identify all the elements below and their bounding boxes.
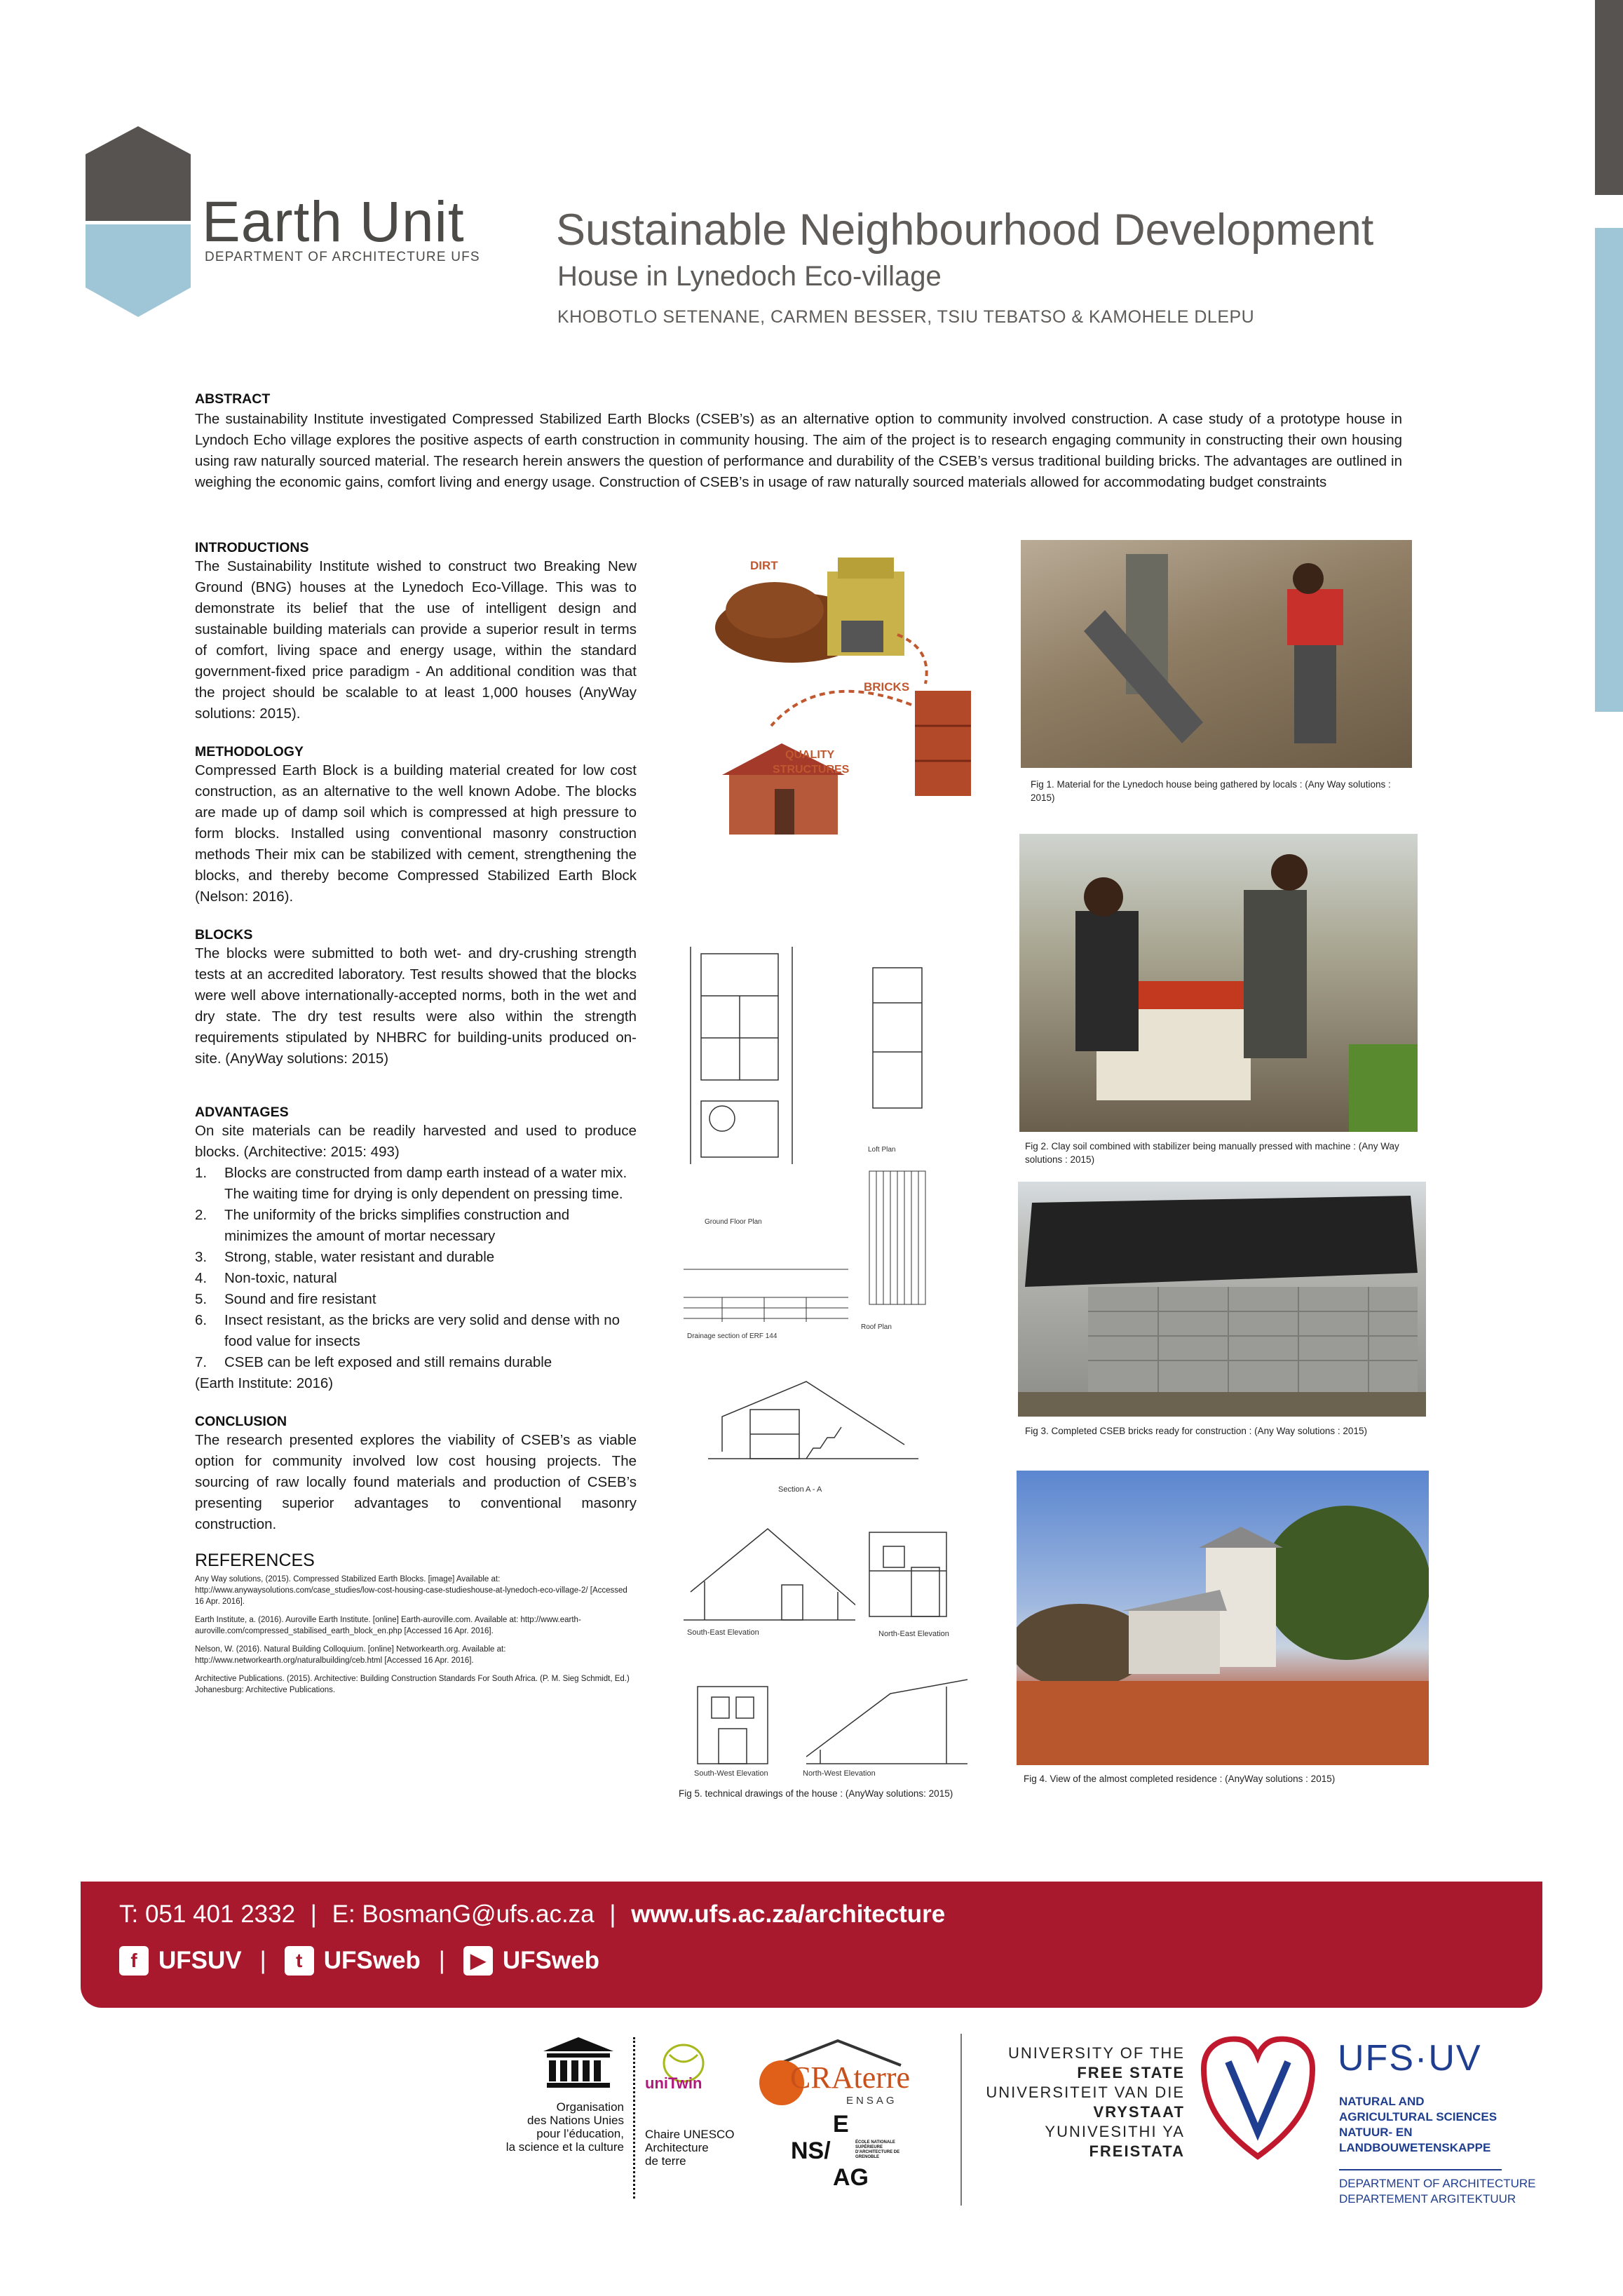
ensag-letter: AG <box>833 2164 869 2191</box>
department-line: DEPARTEMENT ARGITEKTUUR <box>1339 2192 1516 2206</box>
ufs-uv-title: UFS·UV <box>1338 2038 1482 2079</box>
fig3-photo-art <box>1018 1182 1426 1417</box>
ensag-letter: NS/ <box>791 2138 831 2164</box>
se-elevation-drawing <box>684 1515 873 1627</box>
nw-elevation-drawing <box>806 1673 967 1767</box>
list-item: 5. Sound and fire resistant <box>195 1291 376 1307</box>
methodology-heading: METHODOLOGY <box>195 744 304 759</box>
unesco-line: pour l’éducation, <box>536 2127 624 2140</box>
unitwin-logo <box>645 2041 722 2097</box>
unesco-line: Organisation <box>556 2100 624 2114</box>
footer-website-link[interactable]: www.ufs.ac.za/architecture <box>631 1900 946 1928</box>
facebook-handle[interactable]: UFSUV <box>158 1947 242 1974</box>
list-item: 4. Non-toxic, natural <box>195 1270 337 1286</box>
ufs-department <box>1339 2176 1536 2207</box>
ensag-letter: E <box>833 2111 849 2138</box>
fig2-photo-art <box>1019 834 1418 1132</box>
unitwin-line: Architecture <box>645 2141 709 2154</box>
ground-floor-plan-label: Ground Floor Plan <box>705 1218 762 1226</box>
unesco-text <box>477 2100 624 2154</box>
section-drawing <box>708 1368 918 1480</box>
conclusion-text: The research presented explores the viability of CSEB’s as viable option for community involved low cost housing projects. The sourcing of raw locally found materials and production of CSEB’s presenting superior advantages to conventional masonry construction. <box>195 1432 637 1532</box>
list-item: 7. CSEB can be left exposed and still remains durable <box>195 1354 552 1370</box>
fig2-photo <box>1019 834 1418 1132</box>
twitter-icon[interactable]: t <box>285 1946 314 1976</box>
ufs-faculty <box>1339 2094 1497 2156</box>
poster-subtitle: House in Lynedoch Eco-village <box>557 261 942 292</box>
fig1-photo-art <box>1021 540 1412 768</box>
drainage-section-art <box>680 1241 852 1332</box>
fig4-photo <box>1017 1471 1429 1765</box>
list-item: 3. Strong, stable, water resistant and durable <box>195 1249 495 1265</box>
uni-line: FREISTATA <box>1089 2142 1185 2160</box>
side-tab-blue <box>1595 228 1623 712</box>
footer-separator: | <box>259 1947 266 1974</box>
roof-plan-drawing <box>859 1157 929 1322</box>
facebook-icon[interactable]: f <box>119 1946 149 1976</box>
ne-elevation-drawing <box>855 1518 960 1627</box>
unitwin-logo-text: uniTwin <box>645 2074 702 2092</box>
footer-separator: | <box>310 1900 317 1928</box>
left-column <box>195 540 637 1696</box>
fig3-caption: Fig 3. Completed CSEB bricks ready for construction : (Any Way solutions : 2015) <box>1025 1426 1367 1436</box>
advantages-heading: ADVANTAGES <box>195 1105 289 1120</box>
list-item: 6. Insect resistant, as the bricks are very solid and dense with no food value for insects <box>195 1312 620 1349</box>
nw-elevation-label: North-West Elevation <box>803 1769 876 1778</box>
unesco-line: la science et la culture <box>505 2140 624 2154</box>
footer-email[interactable]: E: BosmanG@ufs.ac.za <box>332 1900 595 1928</box>
advantages-source: (Earth Institute: 2016) <box>195 1375 334 1391</box>
youtube-icon[interactable]: ▶ <box>463 1946 493 1976</box>
process-diagram-art <box>708 543 1003 838</box>
fig1-caption: Fig 1. Material for the Lynedoch house being gathered by locals : (Any Way solutions : 2015) <box>1031 779 1391 803</box>
youtube-handle[interactable]: UFSweb <box>502 1947 599 1974</box>
section-art <box>708 1368 918 1480</box>
ufs-university-name <box>978 2044 1185 2161</box>
poster-title: Sustainable Neighbourhood Development <box>556 205 1374 255</box>
loft-plan-label: Loft Plan <box>868 1146 896 1154</box>
unesco-temple-icon <box>536 2034 620 2090</box>
roof-plan-label: Roof Plan <box>861 1323 892 1331</box>
uni-line: FREE STATE <box>1077 2064 1185 2081</box>
diagram-label-dirt: DIRT <box>750 559 778 572</box>
unitwin-line: Chaire UNESCO <box>645 2128 735 2141</box>
list-item: 1. Blocks are constructed from damp earth instead of a water mix. The waiting time for drying is only dependent on pressing time. <box>195 1165 627 1202</box>
logo-divider <box>633 2037 635 2199</box>
fig5-caption: Fig 5. technical drawings of the house : (AnyWay solutions: 2015) <box>679 1788 953 1799</box>
diagram-label-quality: QUALITY <box>785 749 835 761</box>
logo-title: Earth Unit <box>202 190 465 254</box>
unesco-line: des Nations Unies <box>527 2114 624 2127</box>
uni-line: YUNIVESITHI YA <box>1045 2123 1185 2140</box>
reference-item: Nelson, W. (2016). Natural Building Colloquium. [online] Networkearth.org. Available at: http://www.networkearth.org/naturalbuilding/ceb.html [Accessed 16 Apr. 2016]. <box>195 1645 506 1665</box>
unitwin-text <box>645 2128 735 2168</box>
drainage-section-drawing <box>680 1241 852 1332</box>
ne-elevation-label: North-East Elevation <box>878 1630 949 1638</box>
twitter-handle[interactable]: UFSweb <box>323 1947 421 1974</box>
faculty-line: AGRICULTURAL SCIENCES <box>1339 2110 1498 2123</box>
craterre-logo <box>754 2037 922 2107</box>
se-elevation-art <box>684 1515 873 1627</box>
faculty-line: NATURAL AND <box>1339 2095 1425 2108</box>
methodology-text: Compressed Earth Block is a building material created for low cost construction, as an alternative to the well known Adobe. The blocks are made up of damp soil which is compressed at high pressure to form blocks. Installed using conventional masonry construction methods Their mix can be stabilized with cement, strengthening the blocks, and thereby become Compressed Stabilized Earth Block (Nelson: 2016). <box>195 762 637 905</box>
abstract-heading: ABSTRACT <box>195 391 271 407</box>
ne-elevation-art <box>855 1518 960 1627</box>
abstract-text: The sustainability Institute investigated Compressed Stabilized Earth Blocks (CSEB’s) as an alternative option to community involved construction. A case study of a prototype house in Lyndoch Echo village explores the positive aspects of earth construction in community housing. The aim of the project is to research engaging community in constructing their own housing using raw naturally sourced material. The research herein answers the question of performance and durability of the CSEB’s versus traditional building bricks. The advantages are outlined in weighing the economic gains, comfort living and energy usage. Construction of CSEB’s in usage of raw naturally sourced materials allowed for accommodating budget constraints <box>195 411 1402 490</box>
ensag-school-name: ÉCOLE NATIONALE SUPÉRIEURE D'ARCHITECTURE DE GRENOBLE <box>855 2140 900 2159</box>
reference-item: Architective Publications. (2015). Architective: Building Construction Standards For South Africa. (P. M. Sieg Schmidt, Ed.) Johanesburg: Architective Publications. <box>195 1675 630 1694</box>
footer-phone: T: 051 401 2332 <box>119 1900 296 1928</box>
advantages-intro: On site materials can be readily harvested and used to produce blocks. (Architective: 2015: 493) <box>195 1123 637 1160</box>
unitwin-line: de terre <box>645 2154 686 2168</box>
faculty-line: LANDBOUWETENSKAPPE <box>1339 2141 1491 2154</box>
reference-item: Earth Institute, a. (2016). Auroville Earth Institute. [online] Earth-auroville.com. Available at: http://www.earth-auroville.com/compressed_stabilised_earth_block_en.php [Accessed 16 Apr. 2016]. <box>195 1616 581 1635</box>
poster-authors: KHOBOTLO SETENANE, CARMEN BESSER, TSIU TEBATSO & KAMOHELE DLEPU <box>557 307 1255 327</box>
fig4-photo-art <box>1017 1471 1429 1765</box>
references-heading: REFERENCES <box>195 1551 315 1570</box>
roof-plan-art <box>859 1157 929 1322</box>
uni-line: VRYSTAAT <box>1093 2103 1185 2121</box>
fig3-photo <box>1018 1182 1426 1417</box>
faculty-line: NATUUR- EN <box>1339 2126 1413 2139</box>
nw-elevation-art <box>806 1673 967 1767</box>
ensag-small-text: ENSAG <box>846 2095 897 2107</box>
blocks-heading: BLOCKS <box>195 927 253 943</box>
footer-separator: | <box>438 1947 445 1974</box>
earth-unit-logo-icon <box>86 126 191 317</box>
fig4-caption: Fig 4. View of the almost completed residence : (AnyWay solutions : 2015) <box>1024 1774 1336 1784</box>
loft-plan-drawing <box>859 940 929 1129</box>
reference-item: Any Way solutions, (2015). Compressed Stabilized Earth Blocks. [image] Available at: http://www.anywaysolutions.com/case_studies/low-cost-housing-case-studieshouse-at-lynedoch-eco-village-2/ [Accessed 16 Apr. 2016]. <box>195 1575 627 1606</box>
floor-plan-drawing <box>680 940 852 1234</box>
se-elevation-label: South-East Elevation <box>687 1628 759 1637</box>
logo-divider <box>960 2034 962 2206</box>
drainage-section-label: Drainage section of ERF 144 <box>687 1332 777 1340</box>
loft-plan-art <box>859 940 929 1129</box>
unesco-logo-icon <box>536 2034 620 2090</box>
blocks-text: The blocks were submitted to both wet- and dry-crushing strength tests at an accredited laboratory. Test results showed that the blocks were well above internationally-accepted norms, both in the wet and dry state. The dry test results were also within the strength requirements stipulated by NHBRC for building-units produced on-site. (AnyWay solutions: 2015) <box>195 945 637 1067</box>
diagram-label-bricks: BRICKS <box>864 680 910 694</box>
fig1-photo <box>1021 540 1412 768</box>
department-line: DEPARTMENT OF ARCHITECTURE <box>1339 2177 1536 2190</box>
floor-plan-art <box>680 940 852 1234</box>
footer-contact <box>119 1900 945 1929</box>
footer-separator: | <box>609 1900 616 1928</box>
fig2-caption: Fig 2. Clay soil combined with stabilizer being manually pressed with machine : (Any Way solutions : 2015) <box>1025 1141 1399 1165</box>
introductions-heading: INTRODUCTIONS <box>195 540 309 555</box>
side-tab-dark <box>1595 0 1623 195</box>
ufs-divider <box>1339 2169 1502 2170</box>
introductions-text: The Sustainability Institute wished to construct two Breaking New Ground (BNG) houses at the Lynedoch Eco-Village. This was to demonstrate its belief that the use of intelligent design and sustainable building materials can provide a superior result in terms of comfort, living space and energy usage, within the standard government-fixed price paradigm - An additional condition was that the project should be scalable to at least 1,000 houses (AnyWay solutions: 2015). <box>195 558 637 722</box>
ufs-heart-logo-icon <box>1200 2034 1316 2163</box>
logo-subtitle: DEPARTMENT OF ARCHITECTURE UFS <box>205 250 480 264</box>
sw-elevation-art <box>691 1673 775 1767</box>
craterre-text: CRAterre <box>790 2060 911 2095</box>
diagram-label-structures: STRUCTURES <box>773 764 850 776</box>
sw-elevation-drawing <box>691 1673 775 1767</box>
advantages-list <box>195 1163 637 1373</box>
footer-social <box>119 1946 599 1976</box>
process-diagram <box>708 543 1003 838</box>
uni-line: UNIVERSITEIT VAN DIE <box>986 2084 1185 2101</box>
section-label: Section A - A <box>778 1485 822 1494</box>
sw-elevation-label: South-West Elevation <box>694 1769 768 1778</box>
list-item: 2. The uniformity of the bricks simplifies construction and minimizes the amount of mortar necessary <box>195 1207 570 1244</box>
conclusion-heading: CONCLUSION <box>195 1414 287 1429</box>
uni-line: UNIVERSITY OF THE <box>1007 2044 1185 2062</box>
